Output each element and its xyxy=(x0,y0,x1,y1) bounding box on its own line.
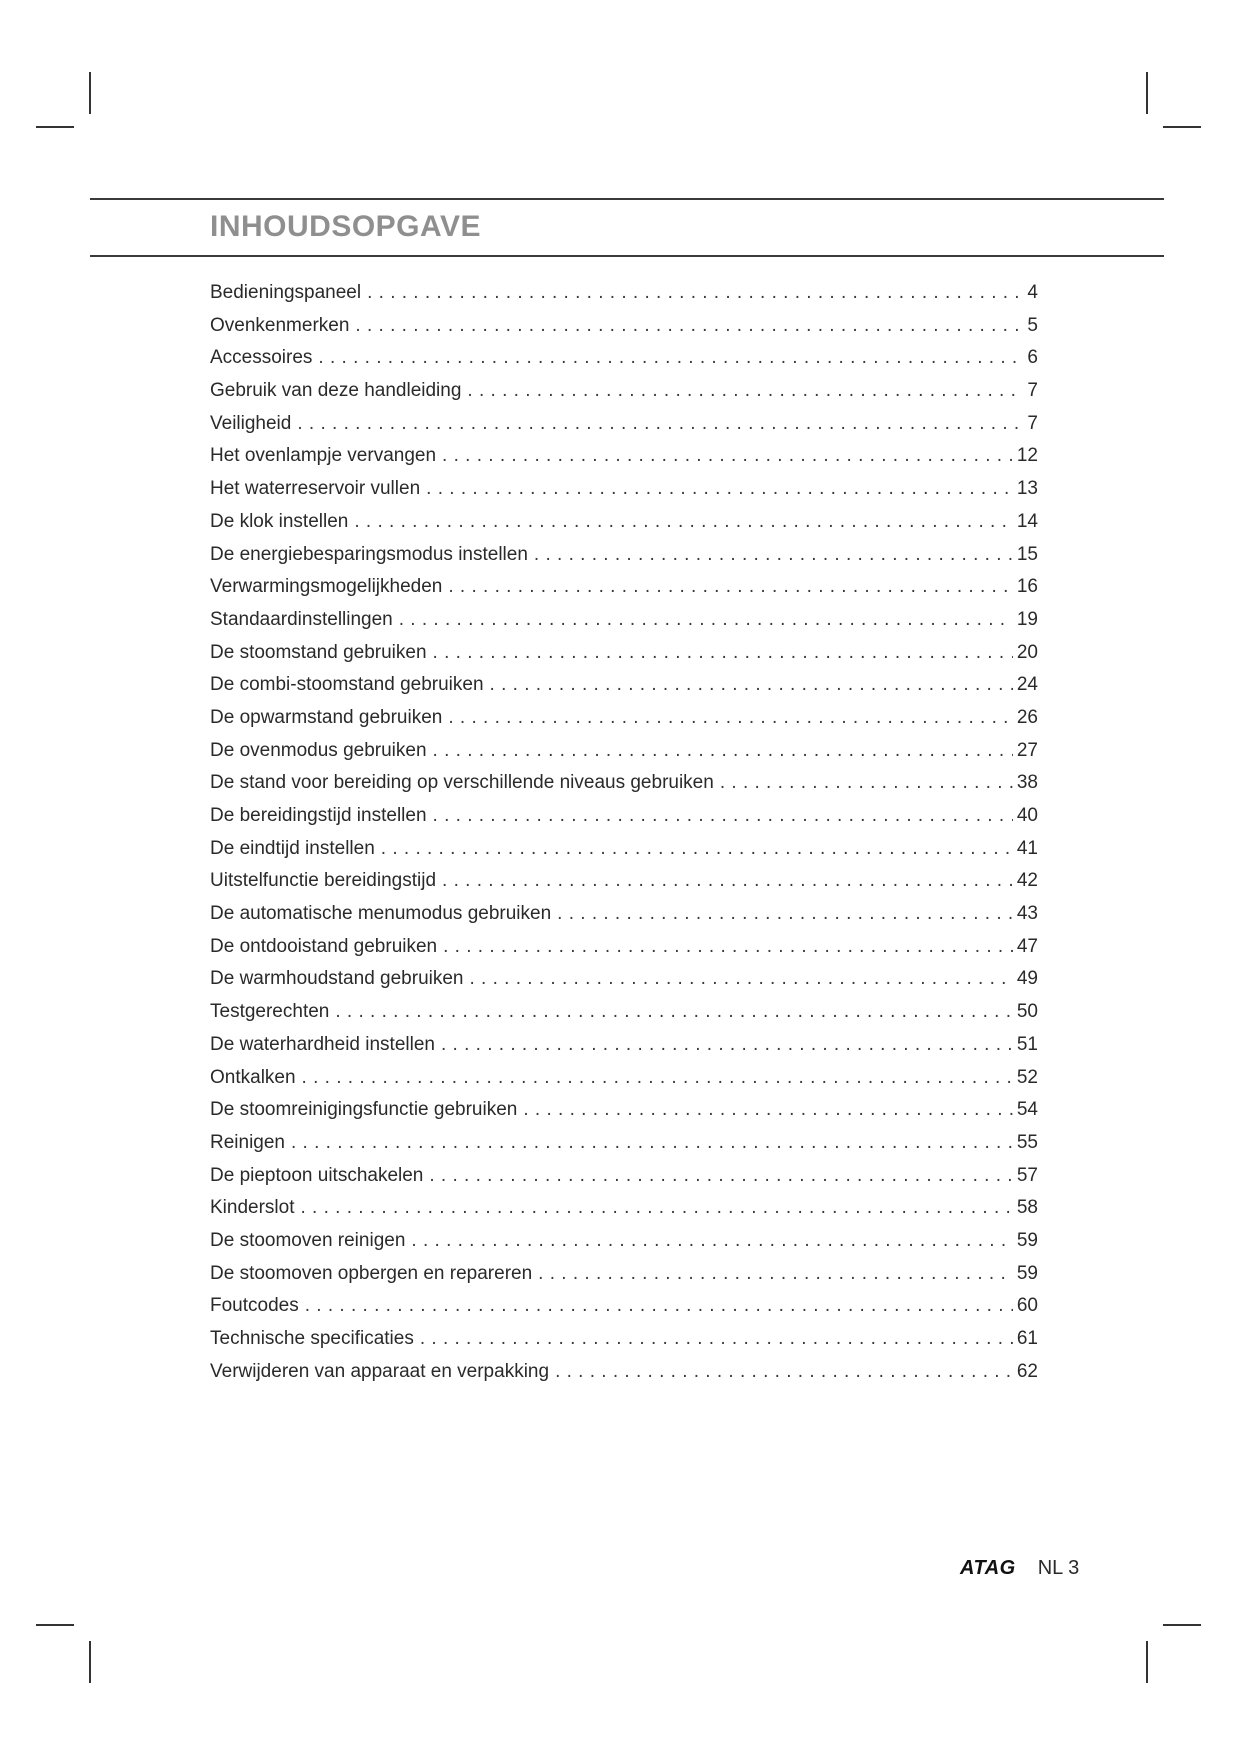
toc-leader-dots xyxy=(720,772,1013,794)
brand-logo: ATAG xyxy=(960,1557,1016,1579)
crop-mark-bottom-right-vertical xyxy=(1146,1641,1148,1683)
toc-leader-dots xyxy=(448,707,1013,729)
toc-leader-dots xyxy=(381,838,1013,860)
toc-entry-label: De stoomstand gebruiken xyxy=(210,641,427,663)
toc-entry-label: Foutcodes xyxy=(210,1295,299,1317)
toc-entry[interactable] xyxy=(210,838,1038,871)
toc-leader-dots xyxy=(305,1295,1013,1317)
toc-entry-label: Verwarmingsmogelijkheden xyxy=(210,576,443,598)
toc-entry-page: 26 xyxy=(1016,706,1038,728)
toc-entry-page: 38 xyxy=(1016,772,1038,794)
toc-leader-dots xyxy=(433,805,1013,827)
toc-entry-page: 14 xyxy=(1016,510,1038,532)
toc-entry-page: 13 xyxy=(1016,478,1038,500)
toc-entry-label: De ontdooistand gebruiken xyxy=(210,935,438,957)
toc-leader-dots xyxy=(557,903,1013,925)
toc-entry-label: Veiligheid xyxy=(210,412,292,434)
toc-leader-dots xyxy=(354,511,1013,533)
toc-entry-page: 47 xyxy=(1016,935,1038,957)
toc-entry[interactable] xyxy=(210,282,1038,315)
toc-entry-label: Standaardinstellingen xyxy=(210,608,393,630)
toc-entry-page: 60 xyxy=(1016,1295,1038,1317)
crop-mark-bottom-right-horizontal xyxy=(1163,1624,1201,1626)
toc-entry[interactable] xyxy=(210,805,1038,838)
toc-entry-label: Ovenkenmerken xyxy=(210,314,350,336)
toc-leader-dots xyxy=(555,1361,1013,1383)
toc-entry-page: 40 xyxy=(1016,805,1038,826)
toc-leader-dots xyxy=(420,1328,1013,1350)
toc-entry-label: Kinderslot xyxy=(210,1197,295,1219)
toc-entry-page: 50 xyxy=(1016,1001,1038,1023)
toc-entry[interactable] xyxy=(210,642,1038,675)
toc-entry-label: De bereidingstijd instellen xyxy=(210,805,427,826)
toc-entry-label: De energiebesparingsmodus instellen xyxy=(210,543,528,565)
toc-entry-page: 7 xyxy=(1027,412,1038,434)
header-rule-top xyxy=(90,198,1164,200)
toc-entry[interactable] xyxy=(210,1165,1038,1198)
toc-entry-label: Technische specificaties xyxy=(210,1328,414,1349)
crop-mark-bottom-left-vertical xyxy=(89,1641,91,1683)
toc-entry-page: 55 xyxy=(1016,1131,1038,1153)
toc-entry-page: 54 xyxy=(1016,1099,1038,1121)
table-of-contents xyxy=(210,282,1038,1393)
toc-entry-page: 6 xyxy=(1027,347,1038,369)
toc-leader-dots xyxy=(441,1034,1013,1056)
toc-leader-dots xyxy=(467,380,1023,402)
toc-entry[interactable] xyxy=(210,1263,1038,1296)
toc-entry-page: 27 xyxy=(1016,739,1038,761)
toc-entry-label: De eindtijd instellen xyxy=(210,837,375,859)
toc-entry-page: 12 xyxy=(1016,445,1038,467)
toc-entry[interactable] xyxy=(210,1230,1038,1263)
toc-entry[interactable] xyxy=(210,1132,1038,1165)
toc-leader-dots xyxy=(302,1067,1013,1089)
toc-entry-label: De stoomoven opbergen en repareren xyxy=(210,1262,533,1284)
toc-entry[interactable] xyxy=(210,1001,1038,1034)
toc-leader-dots xyxy=(301,1197,1013,1219)
toc-entry-label: Verwijderen van apparaat en verpakking xyxy=(210,1360,550,1382)
crop-mark-top-left-horizontal xyxy=(36,126,74,128)
toc-leader-dots xyxy=(367,282,1023,304)
toc-leader-dots xyxy=(429,1165,1012,1187)
crop-mark-bottom-left-horizontal xyxy=(36,1624,74,1626)
toc-entry[interactable] xyxy=(210,707,1038,740)
toc-leader-dots xyxy=(442,445,1013,467)
toc-entry[interactable] xyxy=(210,903,1038,936)
toc-leader-dots xyxy=(426,478,1013,500)
toc-entry-label: De opwarmstand gebruiken xyxy=(210,706,443,728)
toc-leader-dots xyxy=(355,315,1023,337)
toc-entry-label: De stand voor bereiding op verschillende niveaus gebruiken xyxy=(210,772,714,794)
toc-entry-page: 19 xyxy=(1016,608,1038,630)
toc-entry[interactable] xyxy=(210,413,1038,446)
page-number: NL 3 xyxy=(1037,1557,1080,1579)
toc-entry-page: 7 xyxy=(1027,380,1038,402)
toc-entry-page: 61 xyxy=(1016,1328,1038,1349)
toc-entry-page: 42 xyxy=(1016,870,1038,892)
toc-entry-page: 59 xyxy=(1016,1262,1038,1284)
toc-entry-label: De automatische menumodus gebruiken xyxy=(210,903,552,925)
crop-mark-top-right-vertical xyxy=(1146,72,1148,114)
toc-entry-page: 4 xyxy=(1027,282,1038,303)
toc-entry[interactable] xyxy=(210,478,1038,511)
toc-entry[interactable] xyxy=(210,1197,1038,1230)
toc-leader-dots xyxy=(490,674,1013,696)
toc-entry-label: Bedieningspaneel xyxy=(210,282,362,303)
toc-entry-page: 41 xyxy=(1016,837,1038,859)
toc-entry[interactable] xyxy=(210,1328,1038,1361)
toc-leader-dots xyxy=(318,347,1023,369)
header-rule-bottom xyxy=(90,255,1164,257)
page-footer xyxy=(960,1557,1079,1580)
page-title: INHOUDSOPGAVE xyxy=(210,210,481,243)
toc-entry[interactable] xyxy=(210,511,1038,544)
toc-leader-dots xyxy=(534,544,1013,566)
toc-entry-label: Accessoires xyxy=(210,347,313,369)
toc-entry[interactable] xyxy=(210,968,1038,1001)
toc-entry-page: 16 xyxy=(1016,576,1038,598)
toc-entry-label: Het waterreservoir vullen xyxy=(210,478,421,500)
toc-entry-label: Het ovenlampje vervangen xyxy=(210,445,437,467)
toc-leader-dots xyxy=(470,968,1013,990)
toc-entry[interactable] xyxy=(210,445,1038,478)
toc-entry-page: 58 xyxy=(1016,1197,1038,1219)
toc-entry[interactable] xyxy=(210,609,1038,642)
toc-entry-page: 24 xyxy=(1016,674,1038,696)
toc-entry-label: Ontkalken xyxy=(210,1066,296,1088)
toc-entry-page: 52 xyxy=(1016,1066,1038,1088)
toc-entry[interactable] xyxy=(210,870,1038,903)
toc-entry[interactable] xyxy=(210,674,1038,707)
toc-leader-dots xyxy=(448,576,1013,598)
toc-leader-dots xyxy=(411,1230,1012,1252)
toc-entry[interactable] xyxy=(210,1099,1038,1132)
toc-entry[interactable] xyxy=(210,544,1038,577)
toc-entry[interactable] xyxy=(210,936,1038,969)
toc-leader-dots xyxy=(297,413,1023,435)
toc-entry[interactable] xyxy=(210,576,1038,609)
toc-leader-dots xyxy=(523,1099,1013,1121)
toc-entry[interactable] xyxy=(210,1034,1038,1067)
toc-entry-label: De stoomoven reinigen xyxy=(210,1229,406,1251)
toc-leader-dots xyxy=(291,1132,1013,1154)
toc-leader-dots xyxy=(442,870,1013,892)
toc-entry-label: De stoomreinigingsfunctie gebruiken xyxy=(210,1099,518,1121)
toc-entry-page: 62 xyxy=(1016,1360,1038,1382)
toc-entry-label: De combi-stoomstand gebruiken xyxy=(210,674,484,696)
toc-entry[interactable] xyxy=(210,1361,1038,1394)
toc-entry-page: 15 xyxy=(1016,543,1038,565)
toc-entry-label: Reinigen xyxy=(210,1131,285,1153)
toc-leader-dots xyxy=(538,1263,1013,1285)
crop-mark-top-right-horizontal xyxy=(1163,126,1201,128)
toc-entry-page: 49 xyxy=(1016,968,1038,990)
toc-entry[interactable] xyxy=(210,315,1038,348)
toc-leader-dots xyxy=(335,1001,1013,1023)
toc-leader-dots xyxy=(433,642,1013,664)
toc-entry[interactable] xyxy=(210,380,1038,413)
toc-entry[interactable] xyxy=(210,740,1038,773)
toc-entry[interactable] xyxy=(210,347,1038,380)
toc-entry-label: Gebruik van deze handleiding xyxy=(210,380,462,402)
toc-entry-label: De warmhoudstand gebruiken xyxy=(210,968,464,990)
toc-entry-page: 57 xyxy=(1016,1164,1038,1186)
toc-entry-page: 43 xyxy=(1016,903,1038,925)
toc-entry-label: De pieptoon uitschakelen xyxy=(210,1164,424,1186)
toc-entry-page: 59 xyxy=(1016,1229,1038,1251)
toc-leader-dots xyxy=(399,609,1013,631)
toc-entry-label: Uitstelfunctie bereidingstijd xyxy=(210,870,437,892)
toc-entry-label: De klok instellen xyxy=(210,510,349,532)
toc-entry-label: Testgerechten xyxy=(210,1001,330,1023)
toc-entry[interactable] xyxy=(210,1295,1038,1328)
crop-mark-top-left-vertical xyxy=(89,72,91,114)
toc-leader-dots xyxy=(443,936,1013,958)
toc-entry-page: 5 xyxy=(1027,314,1038,336)
toc-entry[interactable] xyxy=(210,772,1038,805)
toc-leader-dots xyxy=(433,740,1013,762)
toc-entry-label: De ovenmodus gebruiken xyxy=(210,739,427,761)
toc-entry-page: 51 xyxy=(1016,1033,1038,1055)
toc-entry-page: 20 xyxy=(1016,641,1038,663)
toc-entry[interactable] xyxy=(210,1067,1038,1100)
toc-entry-label: De waterhardheid instellen xyxy=(210,1033,435,1055)
